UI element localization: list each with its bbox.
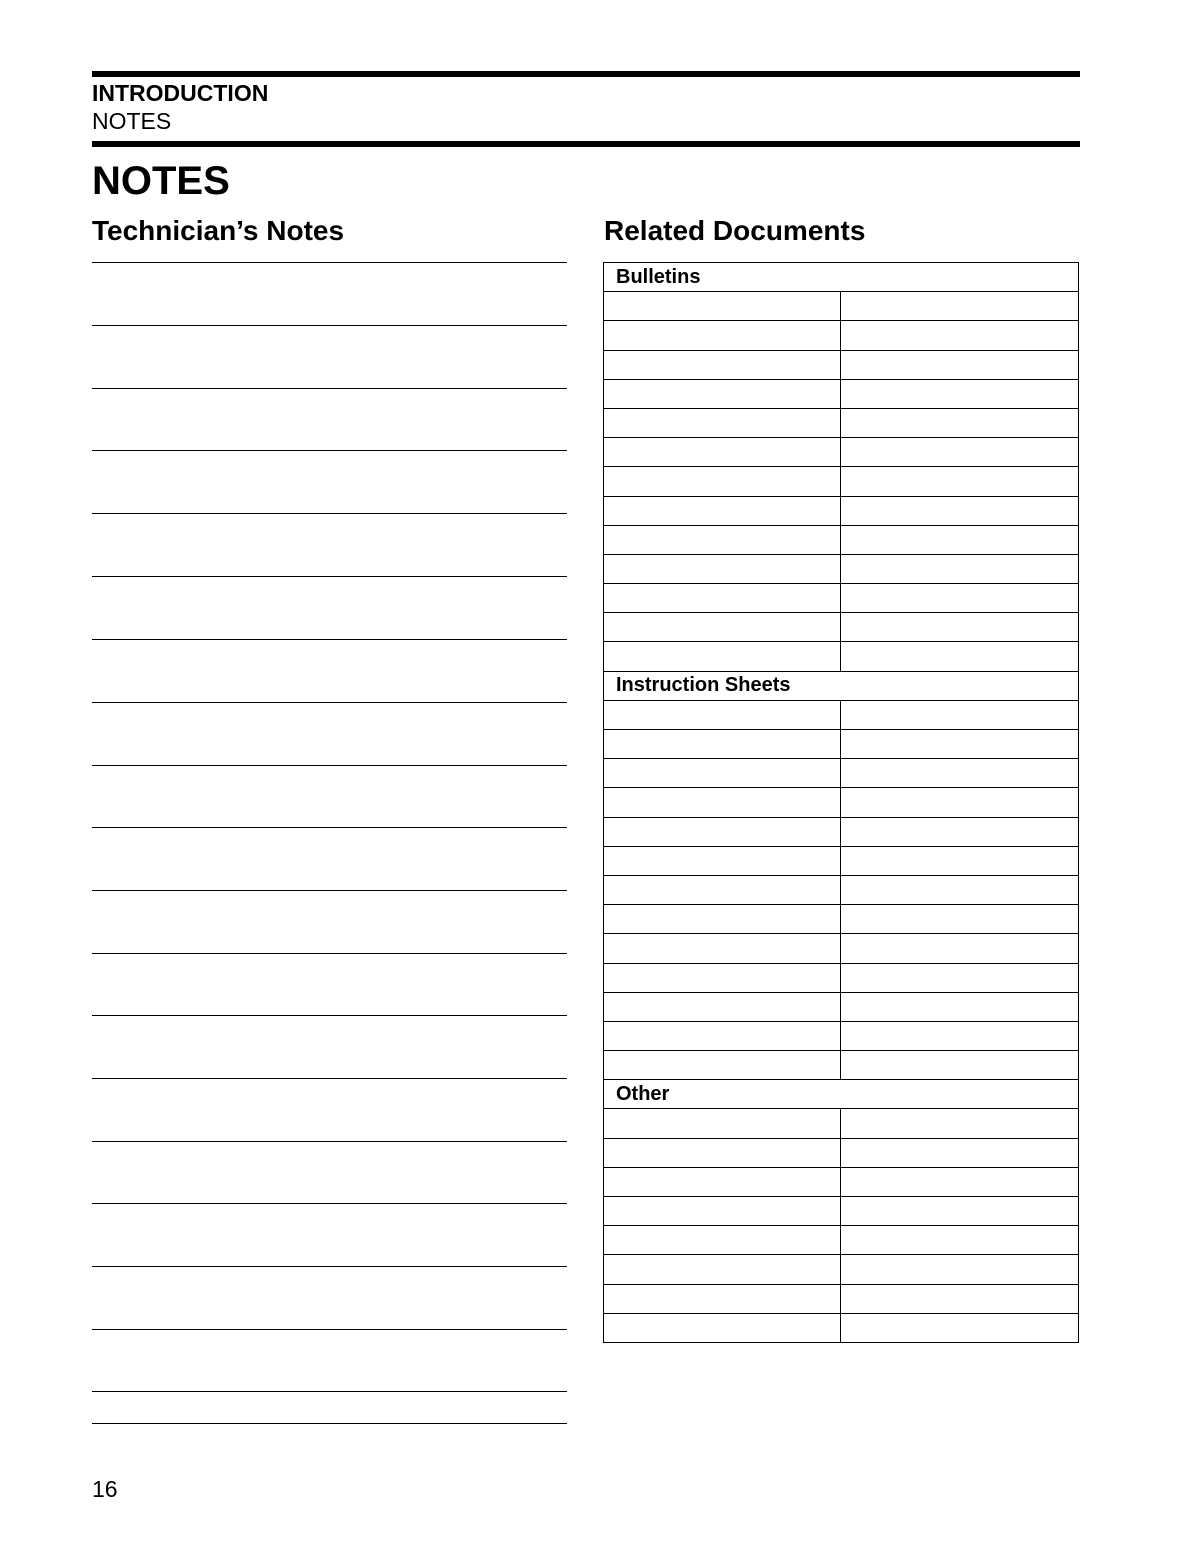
document-row (604, 1138, 1079, 1167)
note-line[interactable] (92, 702, 567, 703)
note-line[interactable] (92, 1391, 567, 1392)
document-title-cell[interactable] (841, 1313, 1079, 1342)
document-title-cell[interactable] (841, 1021, 1079, 1050)
document-title-cell[interactable] (841, 1284, 1079, 1313)
document-number-cell[interactable] (604, 730, 841, 759)
document-row (604, 1313, 1079, 1342)
document-row (604, 730, 1079, 759)
note-line[interactable] (92, 953, 567, 954)
note-line[interactable] (92, 1141, 567, 1142)
document-number-cell[interactable] (604, 350, 841, 379)
note-line[interactable] (92, 576, 567, 577)
document-title-cell[interactable] (841, 438, 1079, 467)
document-number-cell[interactable] (604, 992, 841, 1021)
note-line[interactable] (92, 1423, 567, 1424)
document-number-cell[interactable] (604, 1284, 841, 1313)
document-section-header (604, 671, 1079, 700)
document-number-cell[interactable] (604, 642, 841, 671)
document-title-cell[interactable] (841, 1197, 1079, 1226)
document-title-cell[interactable] (841, 759, 1079, 788)
note-line[interactable] (92, 827, 567, 828)
document-row (604, 1109, 1079, 1138)
document-number-cell[interactable] (604, 1255, 841, 1284)
technicians-notes-lines (92, 0, 567, 1553)
document-title-cell[interactable] (841, 1138, 1079, 1167)
document-row (604, 613, 1079, 642)
document-row (604, 934, 1079, 963)
document-title-cell[interactable] (841, 1226, 1079, 1255)
document-number-cell[interactable] (604, 379, 841, 408)
document-title-cell[interactable] (841, 1109, 1079, 1138)
document-number-cell[interactable] (604, 438, 841, 467)
document-number-cell[interactable] (604, 963, 841, 992)
technicians-notes-title: Technician’s Notes (92, 215, 345, 246)
header-section-title: INTRODUCTION (92, 80, 269, 106)
document-title-cell[interactable] (841, 350, 1079, 379)
note-line[interactable] (92, 513, 567, 514)
document-row (604, 292, 1079, 321)
document-row (604, 350, 1079, 379)
document-row (604, 467, 1079, 496)
document-number-cell[interactable] (604, 554, 841, 583)
document-number-cell[interactable] (604, 905, 841, 934)
document-row (604, 408, 1079, 437)
document-row (604, 1051, 1079, 1080)
document-number-cell[interactable] (604, 1138, 841, 1167)
note-line[interactable] (92, 639, 567, 640)
document-row (604, 905, 1079, 934)
related-documents-title: Related Documents (604, 215, 866, 246)
document-row (604, 700, 1079, 729)
document-title-cell[interactable] (841, 817, 1079, 846)
document-title-cell[interactable] (841, 905, 1079, 934)
note-line[interactable] (92, 890, 567, 891)
document-title-cell[interactable] (841, 963, 1079, 992)
document-number-cell[interactable] (604, 817, 841, 846)
document-row (604, 321, 1079, 350)
page-title: NOTES (92, 159, 230, 203)
document-title-cell[interactable] (841, 788, 1079, 817)
note-line[interactable] (92, 1203, 567, 1204)
document-section-label: Instruction Sheets (604, 671, 1079, 700)
document-row (604, 525, 1079, 554)
document-title-cell[interactable] (841, 875, 1079, 904)
document-title-cell[interactable] (841, 467, 1079, 496)
document-title-cell[interactable] (841, 584, 1079, 613)
document-number-cell[interactable] (604, 525, 841, 554)
document-number-cell[interactable] (604, 759, 841, 788)
document-row (604, 1284, 1079, 1313)
document-number-cell[interactable] (604, 700, 841, 729)
document-row (604, 554, 1079, 583)
document-row (604, 1226, 1079, 1255)
note-line[interactable] (92, 1329, 567, 1330)
document-row (604, 496, 1079, 525)
document-row (604, 379, 1079, 408)
document-number-cell[interactable] (604, 1313, 841, 1342)
document-number-cell[interactable] (604, 934, 841, 963)
document-number-cell[interactable] (604, 613, 841, 642)
note-line[interactable] (92, 262, 567, 263)
note-line[interactable] (92, 1266, 567, 1267)
related-documents-table (603, 262, 1078, 1343)
document-number-cell[interactable] (604, 321, 841, 350)
document-section-header (604, 263, 1079, 292)
note-line[interactable] (92, 450, 567, 451)
document-number-cell[interactable] (604, 788, 841, 817)
document-row (604, 1167, 1079, 1196)
document-number-cell[interactable] (604, 1021, 841, 1050)
document-number-cell[interactable] (604, 875, 841, 904)
document-title-cell[interactable] (841, 525, 1079, 554)
document-number-cell[interactable] (604, 846, 841, 875)
document-row (604, 1255, 1079, 1284)
document-number-cell[interactable] (604, 408, 841, 437)
note-line[interactable] (92, 765, 567, 766)
document-title-cell[interactable] (841, 496, 1079, 525)
document-title-cell[interactable] (841, 1255, 1079, 1284)
document-title-cell[interactable] (841, 992, 1079, 1021)
document-section-label: Bulletins (604, 263, 1079, 292)
document-section-label: Other (604, 1080, 1079, 1109)
document-row (604, 817, 1079, 846)
document-title-cell[interactable] (841, 934, 1079, 963)
page-number: 16 (92, 1476, 118, 1502)
document-row (604, 963, 1079, 992)
document-row (604, 642, 1079, 671)
note-line[interactable] (92, 1015, 567, 1016)
document-number-cell[interactable] (604, 292, 841, 321)
document-row (604, 992, 1079, 1021)
document-title-cell[interactable] (841, 379, 1079, 408)
document-title-cell[interactable] (841, 730, 1079, 759)
document-number-cell[interactable] (604, 467, 841, 496)
document-row (604, 1021, 1079, 1050)
document-title-cell[interactable] (841, 613, 1079, 642)
document-row (604, 788, 1079, 817)
document-row (604, 1197, 1079, 1226)
document-title-cell[interactable] (841, 408, 1079, 437)
document-number-cell[interactable] (604, 1109, 841, 1138)
note-line[interactable] (92, 1078, 567, 1079)
header-subsection-title: NOTES (92, 108, 172, 134)
document-number-cell[interactable] (604, 1051, 841, 1080)
document-row (604, 759, 1079, 788)
document-title-cell[interactable] (841, 846, 1079, 875)
document-row (604, 438, 1079, 467)
document-row (604, 846, 1079, 875)
note-line[interactable] (92, 325, 567, 326)
document-row (604, 584, 1079, 613)
document-section-header (604, 1080, 1079, 1109)
document-row (604, 875, 1079, 904)
document-number-cell[interactable] (604, 1167, 841, 1196)
document-title-cell[interactable] (841, 700, 1079, 729)
document-title-cell[interactable] (841, 642, 1079, 671)
note-line[interactable] (92, 388, 567, 389)
document-number-cell[interactable] (604, 1197, 841, 1226)
document-title-cell[interactable] (841, 321, 1079, 350)
document-title-cell[interactable] (841, 1051, 1079, 1080)
document-number-cell[interactable] (604, 496, 841, 525)
document-title-cell[interactable] (841, 1167, 1079, 1196)
document-number-cell[interactable] (604, 584, 841, 613)
document-title-cell[interactable] (841, 292, 1079, 321)
document-number-cell[interactable] (604, 1226, 841, 1255)
document-title-cell[interactable] (841, 554, 1079, 583)
